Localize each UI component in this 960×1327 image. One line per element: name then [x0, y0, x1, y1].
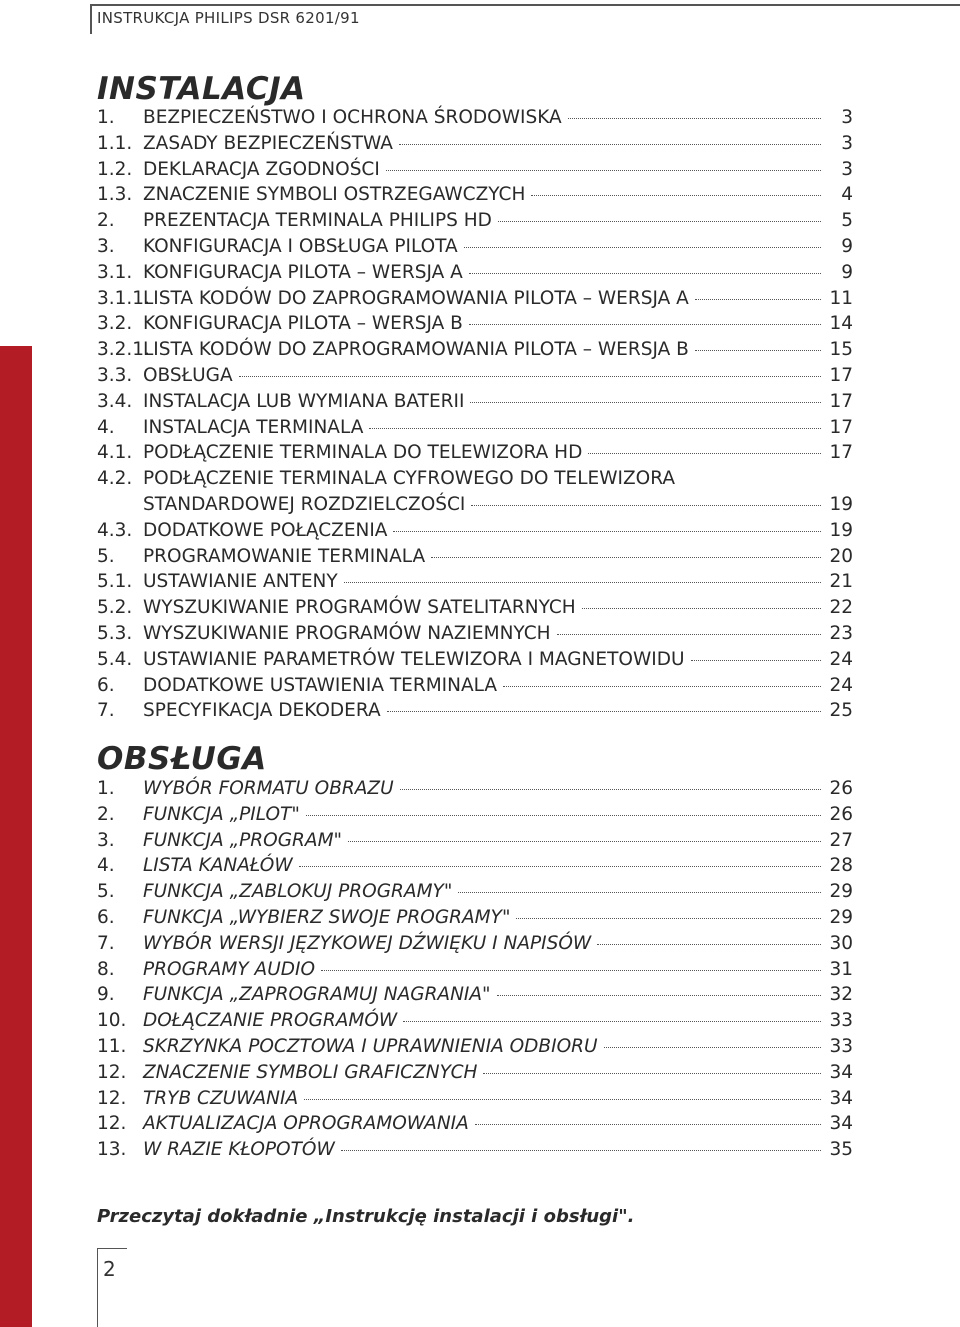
toc-entry-number: 12. — [97, 1113, 127, 1135]
toc-entry-page: 17 — [829, 364, 853, 386]
toc-entry-title: ZNACZENIE SYMBOLI GRAFICZNYCH — [143, 1061, 478, 1083]
toc-entry — [97, 311, 853, 337]
toc-entry-number: 5.1. — [97, 571, 133, 593]
toc-entry-title: ZASADY BEZPIECZEŃSTWA — [143, 132, 393, 154]
toc-entry-page: 9 — [841, 235, 853, 257]
toc-entry-title: BEZPIECZEŃSTWO I OCHRONA ŚRODOWISKA — [143, 107, 562, 128]
toc-entry — [97, 544, 853, 570]
toc-entry-title: KONFIGURACJA I OBSŁUGA PILOTA — [143, 235, 458, 257]
toc-entry-page: 17 — [829, 442, 853, 464]
toc-entry-page: 21 — [829, 571, 853, 593]
page-number: 2 — [103, 1257, 116, 1281]
toc-entry — [97, 518, 853, 544]
toc-entry-number: 5.4. — [97, 648, 133, 670]
toc-entry — [97, 131, 853, 157]
toc-entry-page: 5 — [841, 210, 853, 232]
toc-entry-page: 29 — [829, 906, 853, 928]
toc-leader-dots — [695, 299, 821, 300]
toc-entry — [97, 595, 853, 621]
footnote: Przeczytaj dokładnie „Instrukcję instalacji i obsługi". — [97, 1206, 635, 1227]
toc-entry-number: 2. — [97, 210, 115, 232]
toc-entry — [97, 363, 853, 389]
toc-leader-dots — [597, 944, 821, 945]
toc-entry-number: 7. — [97, 932, 115, 954]
toc-entry — [97, 1086, 853, 1112]
toc-leader-dots — [471, 505, 821, 506]
toc-entry-page: 33 — [829, 1035, 853, 1057]
toc-entry — [97, 440, 853, 466]
toc-entry-title: PROGRAMOWANIE TERMINALA — [143, 545, 426, 567]
toc-entry-page: 4 — [841, 184, 853, 206]
toc-entry-title: PODŁĄCZENIE TERMINALA CYFROWEGO DO TELEWIZORA — [143, 468, 675, 490]
toc-entry-title: KONFIGURACJA PILOTA – WERSJA A — [143, 261, 463, 283]
toc-entry — [97, 1060, 853, 1086]
section-title-obsluga: OBSŁUGA — [97, 741, 267, 777]
toc-entry-page: 29 — [829, 881, 853, 903]
toc-entry-title: DODATKOWE USTAWIENIA TERMINALA — [143, 674, 497, 696]
toc-entry-title: DOŁĄCZANIE PROGRAMÓW — [143, 1010, 398, 1032]
toc-leader-dots — [387, 711, 821, 712]
toc-entry-number: 8. — [97, 958, 115, 980]
toc-leader-dots — [400, 789, 821, 790]
toc-leader-dots — [393, 531, 821, 532]
toc-leader-dots — [503, 686, 821, 687]
toc-entry-number: 1.2. — [97, 158, 133, 180]
toc-entry — [97, 105, 853, 131]
section-title-instalacja: INSTALACJA — [97, 71, 306, 107]
toc-leader-dots — [321, 970, 821, 971]
toc-entry-number: 5.2. — [97, 597, 133, 619]
toc-entry-number: 4.2. — [97, 468, 133, 490]
toc-entry — [97, 1034, 853, 1060]
toc-entry — [97, 982, 853, 1008]
toc-obsluga — [97, 776, 853, 1163]
toc-entry-page: 17 — [829, 416, 853, 438]
toc-entry — [97, 621, 853, 647]
toc-entry-title: LISTA KANAŁÓW — [143, 855, 293, 877]
toc-leader-dots — [306, 815, 821, 816]
page-number-rule — [97, 1248, 98, 1327]
toc-entry-page: 26 — [829, 778, 853, 799]
toc-entry — [97, 260, 853, 286]
toc-entry-title: FUNKCJA „ZAPROGRAMUJ NAGRANIA" — [143, 984, 491, 1006]
toc-leader-dots — [568, 118, 821, 119]
toc-leader-dots — [239, 376, 821, 377]
toc-entry-title: WYBÓR FORMATU OBRAZU — [143, 778, 394, 799]
toc-leader-dots — [399, 144, 821, 145]
toc-entry-number: 9. — [97, 984, 115, 1006]
toc-entry-page: 35 — [829, 1139, 853, 1161]
toc-entry-title: FUNKCJA „ZABLOKUJ PROGRAMY" — [143, 881, 453, 903]
toc-entry-title: WYBÓR WERSJI JĘZYKOWEJ DŹWIĘKU I NAPISÓW — [143, 932, 592, 954]
toc-entry-number: 3.1.1. — [97, 287, 150, 309]
toc-leader-dots — [557, 634, 821, 635]
toc-entry-number: 3.3. — [97, 364, 133, 386]
toc-entry — [97, 182, 853, 208]
toc-entry-number: 2. — [97, 803, 115, 825]
toc-entry-number: 1. — [97, 107, 115, 128]
toc-entry-title: INSTALACJA TERMINALA — [143, 416, 364, 438]
toc-entry-page: 28 — [829, 855, 853, 877]
toc-entry — [97, 957, 853, 983]
toc-entry-number: 4.3. — [97, 519, 133, 541]
toc-entry — [97, 157, 853, 183]
toc-entry-title: W RAZIE KŁOPOTÓW — [143, 1139, 335, 1161]
toc-entry — [97, 698, 853, 724]
toc-entry-title: FUNKCJA „PILOT" — [143, 803, 300, 825]
toc-entry-title: SKRZYNKA POCZTOWA I UPRAWNIENIA ODBIORU — [143, 1035, 598, 1057]
toc-entry-number: 10. — [97, 1010, 127, 1032]
toc-leader-dots — [403, 1021, 821, 1022]
toc-entry-number: 6. — [97, 906, 115, 928]
toc-entry-number: 1.3. — [97, 184, 133, 206]
toc-leader-dots — [483, 1073, 821, 1074]
toc-entry-number: 12. — [97, 1061, 127, 1083]
toc-entry-number: 4. — [97, 855, 115, 877]
toc-entry-number: 3.4. — [97, 390, 133, 412]
toc-entry — [97, 802, 853, 828]
toc-entry — [97, 647, 853, 673]
toc-instalacja — [97, 105, 853, 724]
toc-entry-page: 19 — [829, 493, 853, 515]
toc-entry — [97, 234, 853, 260]
toc-entry-number: 3.1. — [97, 261, 133, 283]
toc-leader-dots — [498, 221, 821, 222]
toc-leader-dots — [470, 402, 821, 403]
toc-entry-title: INSTALACJA LUB WYMIANA BATERII — [143, 390, 465, 412]
toc-entry-title: SPECYFIKACJA DEKODERA — [143, 700, 381, 722]
toc-leader-dots — [588, 453, 821, 454]
toc-leader-dots — [344, 582, 821, 583]
toc-entry-title: PODŁĄCZENIE TERMINALA DO TELEWIZORA HD — [143, 442, 583, 464]
toc-entry-title: LISTA KODÓW DO ZAPROGRAMOWANIA PILOTA – WERSJA A — [143, 287, 689, 309]
document-header: INSTRUKCJA PHILIPS DSR 6201/91 — [97, 9, 360, 27]
toc-entry-title: FUNKCJA „WYBIERZ SWOJE PROGRAMY" — [143, 906, 511, 928]
toc-entry-title: KONFIGURACJA PILOTA – WERSJA B — [143, 313, 463, 335]
toc-entry-title: FUNKCJA „PROGRAM" — [143, 829, 343, 851]
toc-entry-title: OBSŁUGA — [143, 364, 233, 386]
toc-entry-title: DODATKOWE POŁĄCZENIA — [143, 519, 388, 541]
toc-entry-number: 5. — [97, 545, 115, 567]
toc-leader-dots — [341, 1150, 821, 1151]
toc-entry-page: 34 — [829, 1113, 853, 1135]
toc-entry-title: ZNACZENIE SYMBOLI OSTRZEGAWCZYCH — [143, 184, 526, 206]
toc-leader-dots — [475, 1124, 821, 1125]
toc-entry-page: 3 — [841, 158, 853, 180]
toc-entry-title: WYSZUKIWANIE PROGRAMÓW SATELITARNYCH — [143, 597, 576, 619]
toc-entry — [97, 776, 853, 802]
toc-entry — [97, 466, 853, 492]
toc-entry — [97, 1137, 853, 1163]
toc-entry — [97, 1008, 853, 1034]
toc-entry-page: 25 — [829, 700, 853, 722]
toc-entry-page: 24 — [829, 648, 853, 670]
toc-entry-page: 32 — [829, 984, 853, 1006]
toc-entry-number: 3. — [97, 829, 115, 851]
toc-entry — [97, 673, 853, 699]
toc-entry-page: 24 — [829, 674, 853, 696]
toc-entry — [97, 286, 853, 312]
toc-entry-page: 34 — [829, 1061, 853, 1083]
toc-entry-page: 26 — [829, 803, 853, 825]
toc-entry-number: 13. — [97, 1139, 127, 1161]
toc-leader-dots — [386, 170, 821, 171]
top-rule-cap — [90, 4, 92, 34]
toc-entry-number: 4.1. — [97, 442, 133, 464]
toc-entry-title: PREZENTACJA TERMINALA PHILIPS HD — [143, 210, 492, 232]
toc-entry-title: PROGRAMY AUDIO — [143, 958, 316, 980]
toc-leader-dots — [695, 350, 821, 351]
accent-bar — [0, 346, 32, 1327]
toc-entry — [97, 905, 853, 931]
toc-leader-dots — [348, 841, 821, 842]
page-number-rule-top — [97, 1248, 127, 1249]
toc-entry — [97, 828, 853, 854]
toc-entry-number: 6. — [97, 674, 115, 696]
toc-entry-page: 3 — [841, 132, 853, 154]
toc-entry-title: DEKLARACJA ZGODNOŚCI — [143, 158, 380, 180]
toc-entry-page: 19 — [829, 519, 853, 541]
toc-entry — [97, 389, 853, 415]
toc-entry — [97, 569, 853, 595]
toc-entry-page: 14 — [829, 313, 853, 335]
toc-entry-page: 34 — [829, 1087, 853, 1109]
toc-entry — [97, 208, 853, 234]
toc-entry-title: WYSZUKIWANIE PROGRAMÓW NAZIEMNYCH — [143, 622, 551, 644]
toc-leader-dots — [582, 608, 821, 609]
toc-entry-number: 5.3. — [97, 622, 133, 644]
toc-entry-title: AKTUALIZACJA OPROGRAMOWANIA — [143, 1113, 469, 1135]
toc-entry-page: 23 — [829, 622, 853, 644]
toc-entry-page: 22 — [829, 597, 853, 619]
toc-entry-page: 9 — [841, 261, 853, 283]
toc-leader-dots — [304, 1099, 821, 1100]
toc-leader-dots — [497, 995, 821, 996]
toc-leader-dots — [604, 1047, 821, 1048]
toc-entry-number: 11. — [97, 1035, 127, 1057]
toc-entry-number: 12. — [97, 1087, 127, 1109]
toc-entry-number: 3.2.1. — [97, 339, 150, 361]
toc-entry-page: 30 — [829, 932, 853, 954]
toc-entry-number: 3.2. — [97, 313, 133, 335]
toc-entry-number: 1. — [97, 778, 115, 799]
toc-leader-dots — [299, 866, 821, 867]
toc-leader-dots — [369, 428, 821, 429]
toc-entry-number: 3. — [97, 235, 115, 257]
top-rule — [90, 4, 960, 6]
toc-entry-page: 27 — [829, 829, 853, 851]
toc-entry-number: 7. — [97, 700, 115, 722]
toc-leader-dots — [531, 195, 821, 196]
toc-leader-dots — [691, 660, 822, 661]
toc-entry-page: 31 — [829, 958, 853, 980]
toc-leader-dots — [469, 324, 821, 325]
toc-entry-number: 1.1. — [97, 132, 133, 154]
toc-entry-page: 17 — [829, 390, 853, 412]
toc-entry — [97, 853, 853, 879]
toc-leader-dots — [458, 892, 821, 893]
toc-entry-number: 4. — [97, 416, 115, 438]
toc-entry — [97, 492, 853, 518]
toc-entry-page: 11 — [829, 287, 853, 309]
toc-entry-title: LISTA KODÓW DO ZAPROGRAMOWANIA PILOTA – WERSJA B — [143, 339, 689, 361]
toc-leader-dots — [431, 557, 821, 558]
toc-entry — [97, 879, 853, 905]
toc-entry — [97, 931, 853, 957]
toc-entry-page: 33 — [829, 1010, 853, 1032]
toc-entry-page: 3 — [841, 107, 853, 128]
toc-entry-number: 5. — [97, 881, 115, 903]
toc-entry-title: TRYB CZUWANIA — [143, 1087, 299, 1109]
toc-entry — [97, 337, 853, 363]
toc-entry-page: 20 — [829, 545, 853, 567]
toc-entry — [97, 415, 853, 441]
toc-leader-dots — [464, 247, 821, 248]
toc-entry-title: USTAWIANIE PARAMETRÓW TELEWIZORA I MAGNETOWIDU — [143, 648, 685, 670]
toc-leader-dots — [469, 273, 821, 274]
toc-entry — [97, 1111, 853, 1137]
toc-leader-dots — [516, 918, 821, 919]
toc-entry-title: USTAWIANIE ANTENY — [143, 571, 338, 593]
toc-entry-page: 15 — [829, 339, 853, 361]
toc-entry-title: STANDARDOWEJ ROZDZIELCZOŚCI — [143, 493, 466, 515]
